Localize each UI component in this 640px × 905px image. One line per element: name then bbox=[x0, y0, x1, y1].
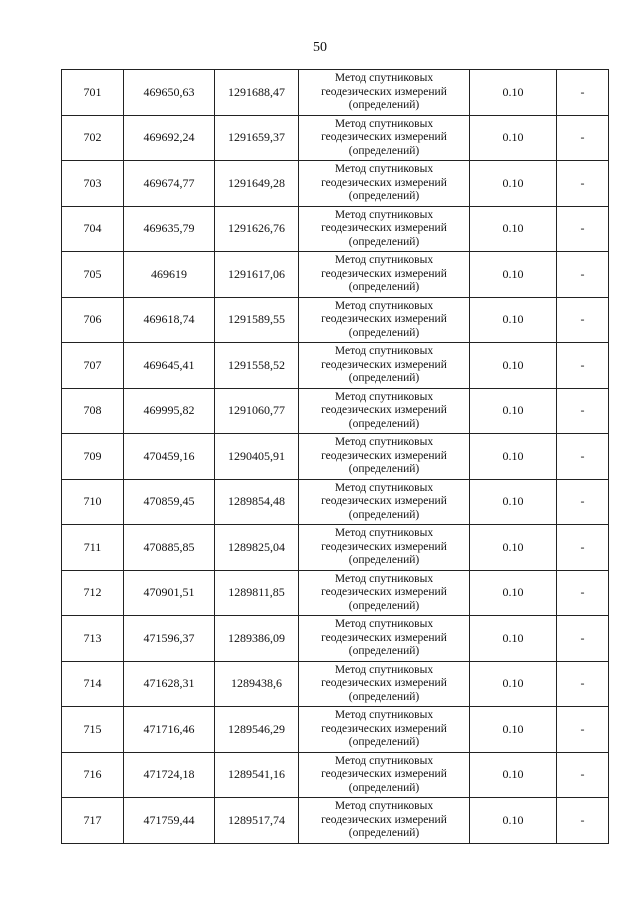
method-cell: Метод спутниковых геодезических измерений (определений) bbox=[299, 70, 470, 116]
extra-cell: - bbox=[557, 115, 609, 161]
method-cell: Метод спутниковых геодезических измерений (определений) bbox=[299, 661, 470, 707]
y-coordinate-cell: 1289541,16 bbox=[215, 752, 299, 798]
accuracy-cell: 0.10 bbox=[470, 434, 557, 480]
method-cell: Метод спутниковых геодезических измерений (определений) bbox=[299, 752, 470, 798]
point-number-cell: 717 bbox=[62, 798, 124, 844]
point-number-cell: 716 bbox=[62, 752, 124, 798]
coordinates-table-body bbox=[62, 70, 609, 844]
point-number-cell: 713 bbox=[62, 616, 124, 662]
table-row bbox=[62, 661, 609, 707]
accuracy-cell: 0.10 bbox=[470, 479, 557, 525]
extra-cell: - bbox=[557, 707, 609, 753]
y-coordinate-cell: 1289546,29 bbox=[215, 707, 299, 753]
table-row bbox=[62, 115, 609, 161]
y-coordinate-cell: 1291060,77 bbox=[215, 388, 299, 434]
extra-cell: - bbox=[557, 434, 609, 480]
y-coordinate-cell: 1289811,85 bbox=[215, 570, 299, 616]
method-cell: Метод спутниковых геодезических измерений (определений) bbox=[299, 479, 470, 525]
x-coordinate-cell: 469635,79 bbox=[124, 206, 215, 252]
accuracy-cell: 0.10 bbox=[470, 752, 557, 798]
extra-cell: - bbox=[557, 798, 609, 844]
x-coordinate-cell: 471724,18 bbox=[124, 752, 215, 798]
point-number-cell: 711 bbox=[62, 525, 124, 571]
table-row bbox=[62, 70, 609, 116]
coordinates-table bbox=[61, 69, 609, 844]
y-coordinate-cell: 1290405,91 bbox=[215, 434, 299, 480]
y-coordinate-cell: 1289517,74 bbox=[215, 798, 299, 844]
y-coordinate-cell: 1289438,6 bbox=[215, 661, 299, 707]
point-number-cell: 715 bbox=[62, 707, 124, 753]
table-row bbox=[62, 752, 609, 798]
extra-cell: - bbox=[557, 297, 609, 343]
method-cell: Метод спутниковых геодезических измерений (определений) bbox=[299, 161, 470, 207]
method-cell: Метод спутниковых геодезических измерений (определений) bbox=[299, 343, 470, 389]
y-coordinate-cell: 1289854,48 bbox=[215, 479, 299, 525]
x-coordinate-cell: 469650,63 bbox=[124, 70, 215, 116]
extra-cell: - bbox=[557, 252, 609, 298]
accuracy-cell: 0.10 bbox=[470, 343, 557, 389]
extra-cell: - bbox=[557, 388, 609, 434]
y-coordinate-cell: 1289386,09 bbox=[215, 616, 299, 662]
x-coordinate-cell: 470459,16 bbox=[124, 434, 215, 480]
x-coordinate-cell: 469618,74 bbox=[124, 297, 215, 343]
method-cell: Метод спутниковых геодезических измерений (определений) bbox=[299, 388, 470, 434]
x-coordinate-cell: 469619 bbox=[124, 252, 215, 298]
point-number-cell: 714 bbox=[62, 661, 124, 707]
extra-cell: - bbox=[557, 525, 609, 571]
accuracy-cell: 0.10 bbox=[470, 161, 557, 207]
accuracy-cell: 0.10 bbox=[470, 115, 557, 161]
y-coordinate-cell: 1291649,28 bbox=[215, 161, 299, 207]
method-cell: Метод спутниковых геодезических измерений (определений) bbox=[299, 798, 470, 844]
method-cell: Метод спутниковых геодезических измерений (определений) bbox=[299, 570, 470, 616]
extra-cell: - bbox=[557, 343, 609, 389]
table-row bbox=[62, 297, 609, 343]
point-number-cell: 708 bbox=[62, 388, 124, 434]
accuracy-cell: 0.10 bbox=[470, 70, 557, 116]
x-coordinate-cell: 470859,45 bbox=[124, 479, 215, 525]
x-coordinate-cell: 469674,77 bbox=[124, 161, 215, 207]
table-row bbox=[62, 252, 609, 298]
x-coordinate-cell: 471596,37 bbox=[124, 616, 215, 662]
table-row bbox=[62, 161, 609, 207]
accuracy-cell: 0.10 bbox=[470, 252, 557, 298]
extra-cell: - bbox=[557, 752, 609, 798]
method-cell: Метод спутниковых геодезических измерений (определений) bbox=[299, 707, 470, 753]
accuracy-cell: 0.10 bbox=[470, 661, 557, 707]
point-number-cell: 706 bbox=[62, 297, 124, 343]
x-coordinate-cell: 471759,44 bbox=[124, 798, 215, 844]
point-number-cell: 707 bbox=[62, 343, 124, 389]
method-cell: Метод спутниковых геодезических измерений (определений) bbox=[299, 252, 470, 298]
method-cell: Метод спутниковых геодезических измерений (определений) bbox=[299, 616, 470, 662]
y-coordinate-cell: 1291617,06 bbox=[215, 252, 299, 298]
point-number-cell: 701 bbox=[62, 70, 124, 116]
method-cell: Метод спутниковых геодезических измерений (определений) bbox=[299, 206, 470, 252]
table-row bbox=[62, 434, 609, 480]
extra-cell: - bbox=[557, 616, 609, 662]
accuracy-cell: 0.10 bbox=[470, 616, 557, 662]
y-coordinate-cell: 1289825,04 bbox=[215, 525, 299, 571]
point-number-cell: 709 bbox=[62, 434, 124, 480]
point-number-cell: 702 bbox=[62, 115, 124, 161]
y-coordinate-cell: 1291558,52 bbox=[215, 343, 299, 389]
accuracy-cell: 0.10 bbox=[470, 525, 557, 571]
x-coordinate-cell: 469692,24 bbox=[124, 115, 215, 161]
extra-cell: - bbox=[557, 161, 609, 207]
method-cell: Метод спутниковых геодезических измерений (определений) bbox=[299, 115, 470, 161]
method-cell: Метод спутниковых геодезических измерений (определений) bbox=[299, 434, 470, 480]
table-row bbox=[62, 570, 609, 616]
extra-cell: - bbox=[557, 70, 609, 116]
table-row bbox=[62, 798, 609, 844]
table-row bbox=[62, 525, 609, 571]
accuracy-cell: 0.10 bbox=[470, 297, 557, 343]
x-coordinate-cell: 470901,51 bbox=[124, 570, 215, 616]
method-cell: Метод спутниковых геодезических измерений (определений) bbox=[299, 525, 470, 571]
x-coordinate-cell: 471716,46 bbox=[124, 707, 215, 753]
y-coordinate-cell: 1291659,37 bbox=[215, 115, 299, 161]
table-row bbox=[62, 707, 609, 753]
accuracy-cell: 0.10 bbox=[470, 570, 557, 616]
page-number: 50 bbox=[313, 40, 327, 55]
accuracy-cell: 0.10 bbox=[470, 388, 557, 434]
accuracy-cell: 0.10 bbox=[470, 206, 557, 252]
y-coordinate-cell: 1291688,47 bbox=[215, 70, 299, 116]
point-number-cell: 712 bbox=[62, 570, 124, 616]
point-number-cell: 704 bbox=[62, 206, 124, 252]
extra-cell: - bbox=[557, 661, 609, 707]
accuracy-cell: 0.10 bbox=[470, 798, 557, 844]
x-coordinate-cell: 469995,82 bbox=[124, 388, 215, 434]
x-coordinate-cell: 469645,41 bbox=[124, 343, 215, 389]
point-number-cell: 703 bbox=[62, 161, 124, 207]
y-coordinate-cell: 1291589,55 bbox=[215, 297, 299, 343]
method-cell: Метод спутниковых геодезических измерений (определений) bbox=[299, 297, 470, 343]
y-coordinate-cell: 1291626,76 bbox=[215, 206, 299, 252]
x-coordinate-cell: 470885,85 bbox=[124, 525, 215, 571]
table-row bbox=[62, 479, 609, 525]
table-row bbox=[62, 388, 609, 434]
point-number-cell: 705 bbox=[62, 252, 124, 298]
accuracy-cell: 0.10 bbox=[470, 707, 557, 753]
table-row bbox=[62, 206, 609, 252]
table-row bbox=[62, 616, 609, 662]
extra-cell: - bbox=[557, 206, 609, 252]
x-coordinate-cell: 471628,31 bbox=[124, 661, 215, 707]
extra-cell: - bbox=[557, 570, 609, 616]
extra-cell: - bbox=[557, 479, 609, 525]
point-number-cell: 710 bbox=[62, 479, 124, 525]
table-row bbox=[62, 343, 609, 389]
